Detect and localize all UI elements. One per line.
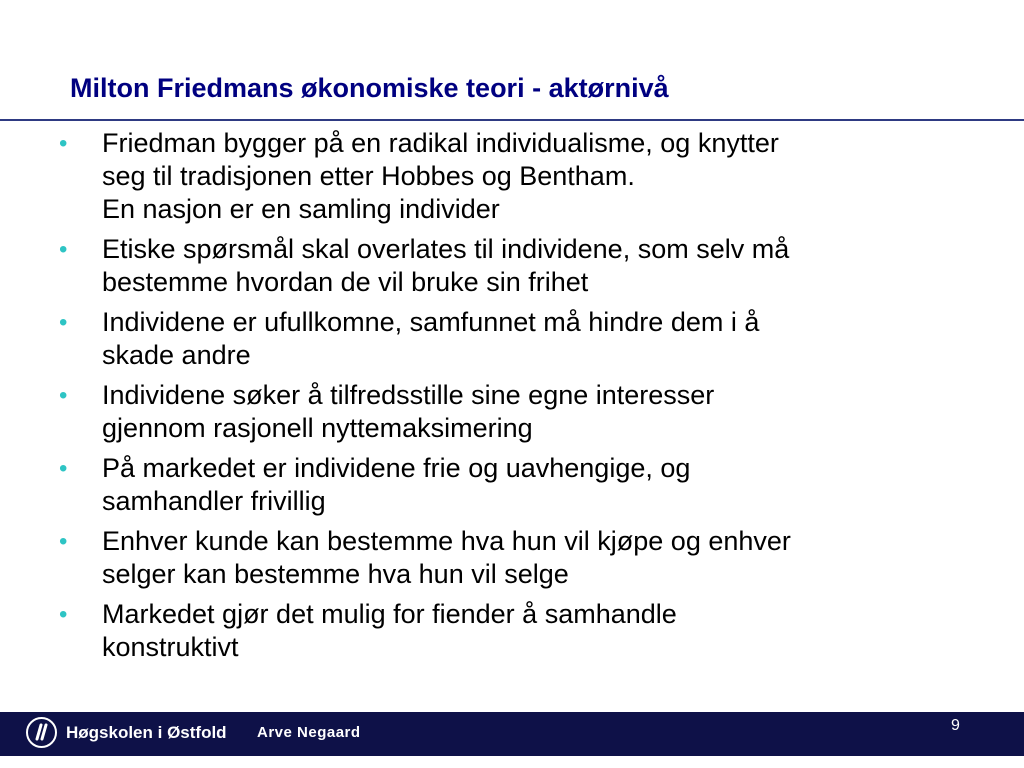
bullet-text-line: seg til tradisjonen etter Hobbes og Bentham.: [102, 161, 635, 191]
bullet-text-line: skade andre: [102, 340, 251, 370]
bullet-text-line: En nasjon er en samling individer: [102, 194, 500, 224]
bullet-text-line: gjennom rasjonell nyttemaksimering: [102, 413, 533, 443]
bullet-text-line: samhandler frivillig: [102, 486, 326, 516]
bullet-text-line: Enhver kunde kan bestemme hva hun vil kjøpe og enhver: [102, 526, 791, 556]
bullet-text-line: På markedet er individene frie og uavhengige, og: [102, 453, 691, 483]
institution-name: Høgskolen i Østfold: [66, 723, 227, 742]
bullet-text-line: Friedman bygger på en radikal individualisme, og knytter: [102, 128, 779, 158]
hiof-logo-icon: [26, 717, 57, 748]
bullet-item: [56, 452, 996, 518]
bullet-text-line: selger kan bestemme hva hun vil selge: [102, 559, 569, 589]
bullet-item: [56, 306, 996, 372]
bullet-list: [56, 127, 996, 671]
bullet-text-line: Etiske spørsmål skal overlates til individene, som selv må: [102, 234, 790, 264]
bullet-marker: •: [59, 130, 68, 157]
bullet-text-line: Individene søker å tilfredsstille sine egne interesser: [102, 380, 715, 410]
author-name: Arve Negaard: [257, 724, 361, 741]
bullet-marker: •: [59, 528, 68, 555]
bullet-text-line: bestemme hvordan de vil bruke sin frihet: [102, 267, 589, 297]
bullet-item: [56, 598, 996, 664]
bullet-text-line: konstruktivt: [102, 632, 239, 662]
bullet-item: [56, 525, 996, 591]
bullet-marker: •: [59, 236, 68, 263]
slide-title: Milton Friedmans økonomiske teori - aktørnivå: [70, 73, 669, 103]
bullet-item: [56, 233, 996, 299]
bullet-text-line: Individene er ufullkomne, samfunnet må hindre dem i å: [102, 307, 760, 337]
title-divider: [0, 119, 1024, 121]
page-number: 9: [951, 717, 960, 734]
bullet-marker: •: [59, 601, 68, 628]
bullet-item: [56, 379, 996, 445]
footer-bar: [0, 712, 1024, 756]
bullet-text-line: Markedet gjør det mulig for fiender å samhandle: [102, 599, 677, 629]
bullet-marker: •: [59, 455, 68, 482]
bullet-marker: •: [59, 309, 68, 336]
bullet-marker: •: [59, 382, 68, 409]
bullet-item: [56, 127, 996, 226]
